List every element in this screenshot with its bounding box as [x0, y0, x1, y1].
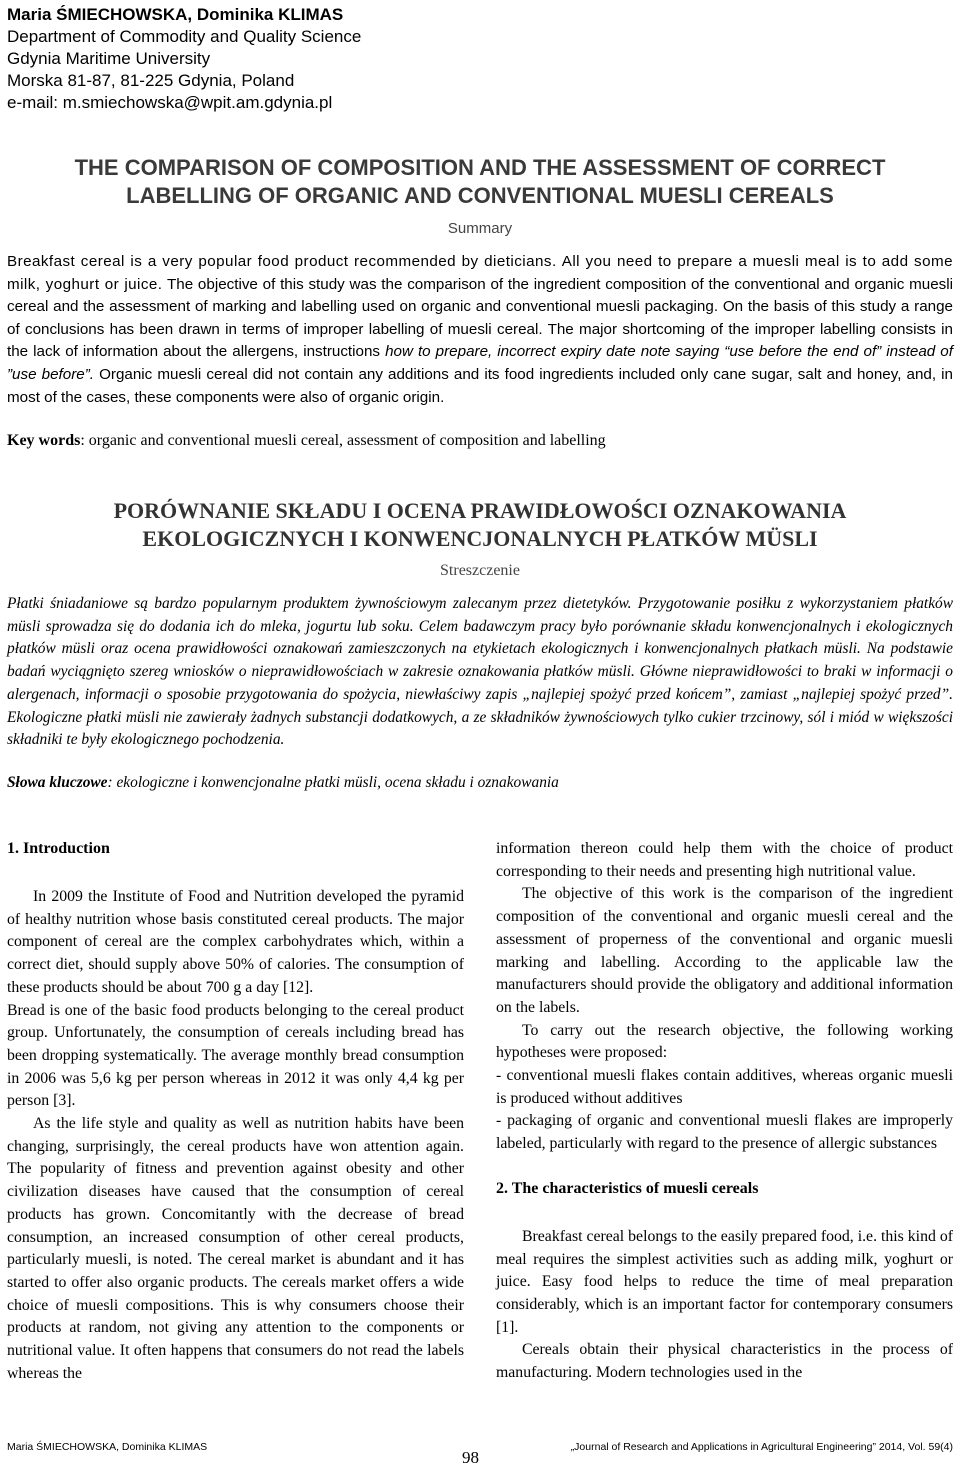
abstract-en [7, 251, 953, 409]
keywords-pl-text: : ekologiczne i konwencjonalne płatki müsli, ocena składu i oznakowania [107, 774, 559, 791]
right-column [496, 838, 953, 1385]
section-heading-introduction: 1. Introduction [7, 840, 110, 857]
hypothesis-item: - conventional muesli flakes contain additives, whereas organic muesli is produced without additives [496, 1067, 953, 1107]
author-names: Maria ŚMIECHOWSKA, Dominika KLIMAS [7, 5, 344, 24]
paragraph: As the life style and quality as well as nutrition habits have been changing, surprisingly, the cereal products have won attention again. The popularity of fitness and prevention against obesity and other civilization diseases have caused that the consumption of cereal products has grown. Concomitantly with the decrease of bread consumption, an increased consumption of other cereal products, particularly muesli, is noted. The cereal market is abundant and it has started to offer also organic products. The cereals market offers a wide choice of muesli compositions. This is why consumers choose their products at random, not giving any attention to the components or nutritional value. It often happens that consumers do not read the labels whereas the [7, 1115, 464, 1382]
hypothesis-item: - packaging of organic and conventional muesli flakes are improperly labeled, particularly with regard to the presence of allergic substances [496, 1112, 953, 1153]
paper-title-pl [0, 497, 960, 553]
paragraph: Breakfast cereal belongs to the easily prepared food, i.e. this kind of meal requires the simplest activities such as adding milk, yoghurt or juice. Easy food helps to reduce the time of meal preparation considerably, which is an important factor for contemporary consumers [1]. [496, 1227, 953, 1336]
author-department: Department of Commodity and Quality Science [7, 27, 362, 46]
keywords-en [7, 430, 953, 452]
summary-heading: Summary [447, 220, 513, 237]
abstract-pl [7, 593, 953, 752]
paper-title-en [0, 154, 960, 210]
keywords-pl [7, 772, 953, 794]
paper-title-en-line1: THE COMPARISON OF COMPOSITION AND THE ASSESSMENT OF CORRECT [74, 155, 886, 180]
abstract-en-sentence: On the basis of this study a range of conclusions has been drawn in terms of improper labelling of muesli cereal. The major shortcoming of the improper labelling consists in the lack of information about the allergens, instructions [7, 298, 953, 361]
abstract-en-sentence: Organic muesli cereal did not contain any additions and its food ingredients included only cane sugar, salt and honey, and, in most of the cases, these components were also of organic origin. [7, 365, 953, 406]
abstract-en-sentence: Breakfast cereal is a very popular food product recommended by dieticians. [7, 253, 557, 270]
paragraph: The objective of this work is the comparison of the ingredient composition of the conventional and organic muesli cereal and the assessment of properness of the conventional and organic muesli marking and labelling. According to the applicable law the manufacturers should provide the obligatory and additional information on the labels. [496, 885, 953, 1016]
paper-title-pl-line2: EKOLOGICZNYCH I KONWENCJONALNYCH PŁATKÓW MÜSLI [142, 526, 818, 551]
footer-authors: Maria ŚMIECHOWSKA, Dominika KLIMAS [7, 1441, 208, 1453]
author-header [7, 4, 361, 114]
author-university: Gdynia Maritime University [7, 49, 211, 68]
keywords-en-label: Key words [7, 432, 81, 449]
abstract-en-italic: how to prepare, incorrect expiry date note saying “use before the end of” instead of ”use before”. [7, 343, 953, 383]
paragraph: To carry out the research objective, the following working hypotheses were proposed: [496, 1021, 953, 1062]
streszczenie-heading: Streszczenie [440, 562, 520, 579]
abstract-en-sentence: All you need to prepare a muesli meal is to add some milk, yoghurt or juice. [7, 253, 953, 293]
paragraph: Bread is one of the basic food products belonging to the cereal product group. Unfortunately, the consumption of cereals including bread has been dropping systematically. The average monthly bread consumption in 2006 was 5,6 kg per person whereas in 2012 it was only 4,4 kg per person [3]. [7, 1001, 464, 1110]
abstract-pl-text: Płatki śniadaniowe są bardzo popularnym produktem żywnościowym zalecanym przez dietetyków. Przygotowanie posiłku z wykorzystaniem płatków müsli sprowadza się do dodania ich do mleka, jogurtu lub soku. Celem badawczym pracy było porównanie składu konwencjonalnych i ekologicznych płatków müsli oraz ocena prawidłowości oznakowań zamieszczonych na etykietach ekologicznych i konwencjonalnych płatkach müsli. Na podstawie badań wyciągnięto szereg wniosków o nieprawidłowościach w zakresie oznakowania płatków müsli. Główne nieprawidłowości to braki w informacji o alergenach, informacji o sposobie przygotowania do spożycia, niewłaściwy zapis „najlepiej spożyć przed końcem”, zamiast „najlepiej spożyć przed”. Ekologiczne płatki müsli nie zawierały żadnych substancji dodatkowych, a ze składników żywnościowych tylko cukier trzcinowy, sól i miód w większości składniki te były ekologicznego pochodzenia. [7, 595, 953, 749]
paper-title-en-line2: LABELLING OF ORGANIC AND CONVENTIONAL MUESLI CEREALS [126, 183, 834, 208]
paragraph: In 2009 the Institute of Food and Nutrition developed the pyramid of healthy nutrition whose basis constituted cereal products. The major component of cereal are the complex carbohydrates which, within a correct diet, should supply above 50% of calories. The consumption of these products should be about 700 g a day [12]. [7, 888, 464, 996]
left-column [7, 838, 464, 1385]
section-heading-characteristics: 2. The characteristics of muesli cereals [496, 1179, 759, 1197]
paragraph: Cereals obtain their physical characteristics in the process of manufacturing. Modern technologies used in the [496, 1341, 953, 1382]
author-address: Morska 81-87, 81-225 Gdynia, Poland [7, 71, 295, 90]
keywords-en-text: : organic and conventional muesli cereal, assessment of composition and labelling [80, 432, 606, 449]
footer-journal: „Journal of Research and Applications in Agricultural Engineering” 2014, Vol. 59(4) [570, 1441, 953, 1453]
keywords-pl-label: Słowa kluczowe [7, 774, 108, 791]
author-email[interactable]: e-mail: m.smiechowska@wpit.am.gdynia.pl [7, 93, 333, 112]
paragraph: information thereon could help them with the choice of product corresponding to their needs and presenting high nutritional value. [496, 840, 953, 880]
abstract-en-sentence: The objective of this study was the comparison of the ingredient composition of the conventional and organic muesli cereal and the assessment of marking and labelling used on organic and conventional muesli packaging. [7, 275, 953, 316]
paper-title-pl-line1: PORÓWNANIE SKŁADU I OCENA PRAWIDŁOWOŚCI OZNAKOWANIA [113, 498, 847, 523]
page-number: 98 [462, 1448, 479, 1467]
